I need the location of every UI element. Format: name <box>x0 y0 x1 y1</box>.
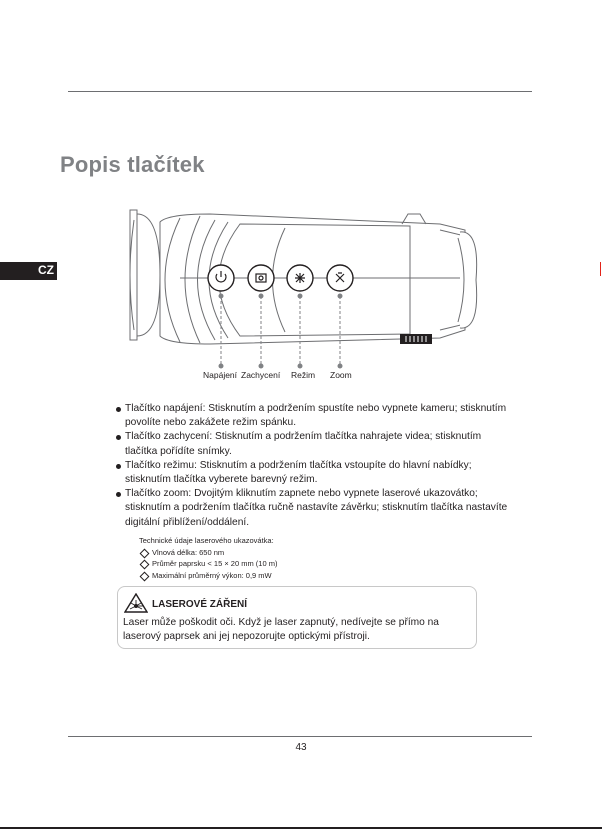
power-label: Napájení <box>203 370 238 380</box>
list-item <box>116 430 516 458</box>
zoom-description: Tlačítko zoom: Dvojitým kliknutím zapnete nebo vypnete laserové ukazovátko; stisknutím a podržením tlačítka ručně nastavíte závěrku; stisknutím tlačítka nastavíte digitální přiblížení/oddálení. <box>125 488 508 528</box>
spec-max-power: Maximální průměrný výkon: 0,9 mW <box>152 570 272 580</box>
power-button <box>208 265 234 291</box>
laser-warning-icon <box>124 593 148 613</box>
button-description-list <box>116 402 516 530</box>
list-item <box>116 487 516 530</box>
list-item <box>116 459 516 487</box>
edge-marker <box>600 262 601 276</box>
bottom-divider <box>68 736 532 737</box>
list-item <box>116 402 516 430</box>
page-number: 43 <box>295 742 307 753</box>
language-tab-label: CZ <box>38 263 54 277</box>
warning-text: Laser může poškodit oči. Když je laser zapnutý, nedívejte se přímo na laserový paprsek ani jej nepozorujte optickými přístroji. <box>123 617 439 642</box>
capture-description: Tlačítko zachycení: Stisknutím a podržením tlačítka nahrajete videa; stisknutím tlačítka pořídíte snímky. <box>125 431 482 457</box>
power-description: Tlačítko napájení: Stisknutím a podržením spustíte nebo vypnete kameru; stisknutím povolíte nebo zakážete režim spánku. <box>125 403 507 429</box>
diamond-bullet-icon <box>140 571 150 581</box>
capture-label: Zachycení <box>241 370 281 380</box>
laser-specifications <box>139 535 277 581</box>
page-title: Popis tlačítek <box>60 152 205 177</box>
diamond-bullet-icon <box>140 548 150 558</box>
spec-item <box>139 570 277 582</box>
zoom-label: Zoom <box>330 370 352 380</box>
mode-description: Tlačítko režimu: Stisknutím a podržením tlačítka vstoupíte do hlavní nabídky; stisknutím tlačítka vyberete barevný režim. <box>125 459 472 486</box>
spec-item <box>139 547 277 559</box>
laser-warning-box <box>117 586 477 649</box>
spec-wavelength: Vlnová délka: 650 nm <box>152 547 225 557</box>
language-tab <box>0 262 57 280</box>
diamond-bullet-icon <box>140 560 150 570</box>
mode-icon <box>295 273 305 283</box>
top-divider <box>68 91 532 92</box>
warning-title: LASEROVÉ ZÁŘENÍ <box>152 599 248 610</box>
thermal-monocular-illustration <box>120 200 500 385</box>
spec-item <box>139 558 277 570</box>
mode-label: Režim <box>291 370 316 380</box>
specs-heading: Technické údaje laserového ukazovátka: <box>139 536 274 545</box>
capture-button <box>248 265 274 291</box>
spec-beam-diameter: Průměr paprsku < 15 × 20 mm (10 m) <box>152 559 278 568</box>
device-drawing <box>120 200 500 385</box>
